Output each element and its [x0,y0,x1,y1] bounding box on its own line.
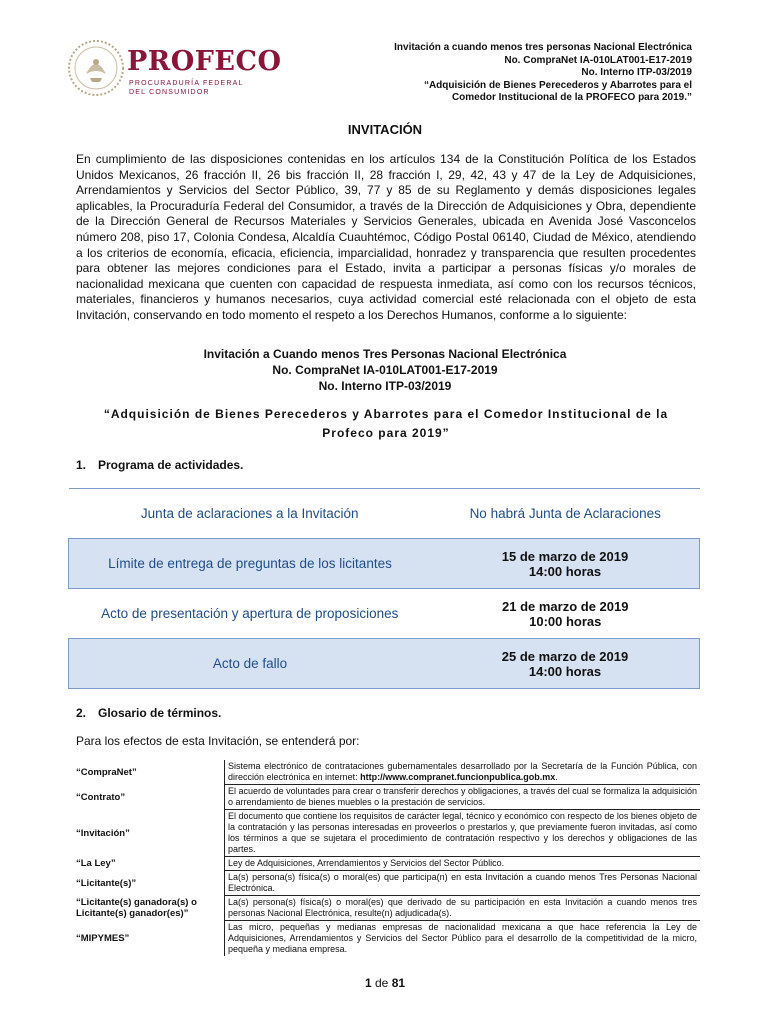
schedule-time-line: 14:00 horas [528,563,602,579]
schedule-date-line: 25 de marzo de 2019 [501,648,629,664]
glossary-term: “Licitante(s)” [76,877,137,889]
mexico-eagle-seal-icon [66,38,126,98]
glossary-row [72,785,700,810]
glossary-definition: El documento que contiene los requisitos de carácter legal, técnico y económico con respecto de los bienes objeto de la contratación y las personas interesadas en proveerlos o prestarlos y, que previamente fueron invitadas, así como los términos a que se sujetara el procedimiento de contratación respectivo y los derechos y obligaciones de las partes. [225,810,701,857]
project-title-line: “Adquisición de Bienes Perecederos y Abarrotes para el Comedor Institucional de la [103,407,669,421]
schedule-activity: Acto de fallo [69,639,432,689]
section-number: 2. [76,706,87,720]
glossary-row [72,760,700,785]
logo-wordmark: PROFECO [127,46,282,77]
page-title: INVITACIÓN [347,122,423,137]
document-header [332,42,692,105]
logo-subtitle-2: DEL CONSUMIDOR [129,89,210,96]
schedule-row [69,589,700,639]
schedule-date [431,489,700,539]
schedule-date [431,589,700,639]
glossary-term: “Licitante(s) ganadora(s) o Licitante(s) ganador(es)” [76,897,197,919]
project-title [76,405,696,443]
glossary-intro: Para los efectos de esta Invitación, se entenderá por: [76,734,360,748]
glossary-term: “Invitación” [76,827,130,839]
compranet-link[interactable]: http://www.compranet.funcionpublica.gob.mx [360,772,556,782]
glossary-definition: La(s) persona(s) física(s) o moral(es) que derivado de su participación en esta Invitación a cuando menos tres personas Nacional Electrónica, resulte(n) adjudicada(s). [225,896,701,921]
definition-end: . [555,772,558,782]
section-number: 1. [76,458,87,472]
glossary-term: “La Ley” [76,858,116,869]
activities-schedule-table [68,488,700,689]
glossary-term: “CompraNet” [76,766,137,778]
intro-paragraph: En cumplimiento de las disposiciones contenidas en los artículos 134 de la Constitución Política de los Estados Unidos Mexicanos, 26 fracción II, 26 bis fracción II, 28 fracción I, 29, 42, 43 y 47 de la Ley de Adquisiciones, Arrendamientos y Servicios del Sector Público, 39, 77 y 85 de su Reglamento y demás disposiciones legales aplicables, la Procuraduría Federal del Consumidor, a través de la Dirección de Adquisiciones y Obra, dependiente de la Dirección General de Recursos Materiales y Servicios Generales, ubicada en Avenida José Vasconcelos número 208, piso 17, Colonia Condesa, Alcaldía Cuauhtémoc, Código Postal 06140, Ciudad de México, atendiendo a los criterios de economía, eficacia, eficiencia, imparcialidad, honradez y transparencia que resulten procedentes para obtener las mejores condiciones para el Estado, invita a participar a personas físicas y/o morales de nacionalidad mexicana que cuenten con capacidad de respuesta inmediata, así como con los recursos técnicos, materiales, financieros y humanos necesarios, cuya actividad comercial esté relacionada con el objeto de esta Invitación, conservando en todo momento el respeto a los Derechos Humanos, conforme a lo siguiente: [76,152,696,322]
section-label: Programa de actividades. [98,458,244,472]
internal-number: No. Interno ITP-03/2019 [318,379,452,393]
schedule-date [431,639,700,689]
header-line: No. CompraNet IA-010LAT001-E17-2019 [504,54,692,66]
total-pages: 81 [391,976,406,990]
section-heading-2 [76,706,221,720]
glossary-row [72,857,700,871]
procedure-identification [0,346,770,394]
glossary-term: “MIPYMES” [76,932,130,944]
section-label: Glosario de términos. [98,706,222,720]
logo-subtitle-1: PROCURADURÍA FEDERAL [129,80,244,87]
section-heading-1 [76,458,243,472]
header-line: No. Interno ITP-03/2019 [581,67,692,78]
page-number [0,976,770,990]
glossary-row [72,896,700,921]
glossary-term: “Contrato” [76,791,126,803]
glossary-definition [225,760,701,785]
page-separator: de [374,976,389,990]
header-line: Comedor Institucional de la PROFECO para 2019.” [451,92,692,103]
glossary-definition: El acuerdo de voluntades para crear o transferir derechos y obligaciones, a través del cual se formaliza la adquisición o arrendamiento de bienes muebles o la prestación de servicios. [225,785,701,810]
header-line: Invitación a cuando menos tres personas Nacional Electrónica [394,42,692,53]
schedule-time-line: 10:00 horas [529,613,602,629]
compranet-number: No. CompraNet IA-010LAT001-E17-2019 [272,363,498,377]
schedule-date [431,539,700,589]
glossary-definition: Las micro, pequeñas y medianas empresas de nacionalidad mexicana a que hace referencia la Ley de Adquisiciones, Arrendamientos y Servicios del Sector Público para el desarrollo de la competitividad de la micro, pequeña y mediana empresa. [225,921,701,957]
project-title-line: Profeco para 2019” [322,426,450,440]
schedule-date-line: No habrá Junta de Aclaraciones [469,506,661,521]
schedule-row [69,489,700,539]
schedule-date-line: 15 de marzo de 2019 [501,548,629,564]
current-page: 1 [364,976,372,990]
profeco-logo [66,38,282,98]
schedule-time-line: 14:00 horas [528,663,602,679]
glossary-table [72,760,700,956]
schedule-row [69,639,700,689]
glossary-row [72,810,700,857]
glossary-row [72,921,700,957]
header-line: “Adquisición de Bienes Perecederos y Abarrotes para el [423,79,692,91]
schedule-date-line: 21 de marzo de 2019 [502,598,629,614]
schedule-activity: Junta de aclaraciones a la Invitación [69,489,432,539]
definition-text: Sistema electrónico de contrataciones gubernamentales desarrollado por la Secretaría de la Función Pública, con dirección electrónica en internet: [228,761,697,782]
glossary-definition: La(s) persona(s) física(s) o moral(es) que participa(n) en esta Invitación a cuando menos Tres Personas Nacional Electrónica. [225,871,701,896]
schedule-row [69,539,700,589]
glossary-row [72,871,700,896]
glossary-definition: Ley de Adquisiciones, Arrendamientos y Servicios del Sector Público. [225,857,701,871]
schedule-activity: Límite de entrega de preguntas de los licitantes [69,539,432,589]
schedule-activity: Acto de presentación y apertura de proposiciones [69,589,432,639]
procedure-name: Invitación a Cuando menos Tres Personas Nacional Electrónica [203,347,567,361]
